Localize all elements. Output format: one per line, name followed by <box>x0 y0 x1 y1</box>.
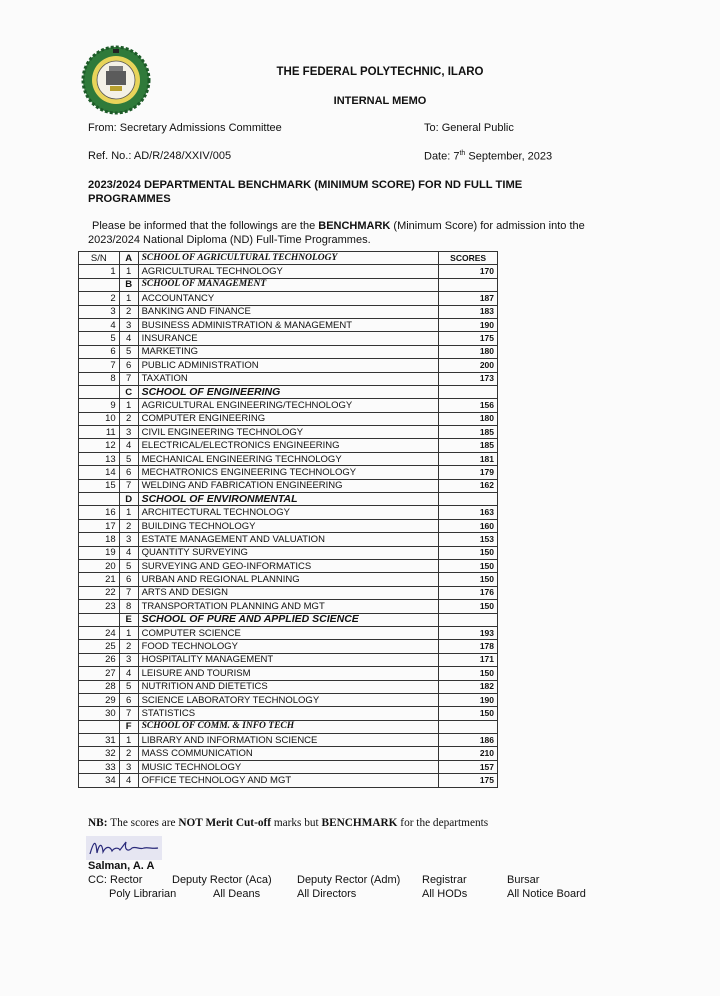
serial-number: 6 <box>79 345 120 358</box>
program-index: 5 <box>119 452 138 465</box>
program-name: NUTRITION AND DIETETICS <box>138 680 439 693</box>
benchmark-score: 181 <box>439 452 498 465</box>
benchmark-score: 156 <box>439 399 498 412</box>
table-row <box>79 626 498 639</box>
program-index: 1 <box>119 626 138 639</box>
cc-all-hods: All HODs <box>422 888 468 900</box>
benchmark-score: 157 <box>439 760 498 773</box>
serial-number: 27 <box>79 667 120 680</box>
program-name: QUANTITY SURVEYING <box>138 546 439 559</box>
table-row <box>79 667 498 680</box>
table-row <box>79 573 498 586</box>
program-index: 2 <box>119 640 138 653</box>
benchmark-table <box>78 251 498 788</box>
benchmark-score: 150 <box>439 707 498 720</box>
cc-poly-librarian: Poly Librarian <box>109 888 177 900</box>
school-letter: A <box>119 252 138 265</box>
benchmark-score: 182 <box>439 680 498 693</box>
program-index: 1 <box>119 506 138 519</box>
benchmark-score: 160 <box>439 519 498 532</box>
benchmark-score: 171 <box>439 653 498 666</box>
program-index: 7 <box>119 372 138 385</box>
serial-number: 4 <box>79 318 120 331</box>
program-index: 4 <box>119 667 138 680</box>
school-name: SCHOOL OF ENVIRONMENTAL <box>138 493 439 506</box>
serial-number: 18 <box>79 533 120 546</box>
benchmark-score: 153 <box>439 533 498 546</box>
program-name: AGRICULTURAL ENGINEERING/TECHNOLOGY <box>138 399 439 412</box>
program-index: 2 <box>119 519 138 532</box>
table-row <box>79 372 498 385</box>
table-row <box>79 653 498 666</box>
serial-number: 25 <box>79 640 120 653</box>
benchmark-score: 150 <box>439 667 498 680</box>
program-index: 5 <box>119 559 138 572</box>
program-index: 6 <box>119 573 138 586</box>
benchmark-score: 175 <box>439 774 498 787</box>
program-index: 3 <box>119 653 138 666</box>
serial-number: 24 <box>79 626 120 639</box>
serial-number: 11 <box>79 426 120 439</box>
benchmark-score: 150 <box>439 600 498 613</box>
benchmark-score: 185 <box>439 426 498 439</box>
memo-title: 2023/2024 DEPARTMENTAL BENCHMARK (MINIMUM SCORE) FOR ND FULL TIME PROGRAMMES <box>88 179 523 205</box>
serial-number: 15 <box>79 479 120 492</box>
table-row <box>79 707 498 720</box>
benchmark-score: 190 <box>439 693 498 706</box>
score-cell <box>439 385 498 398</box>
serial-number: 32 <box>79 747 120 760</box>
program-index: 3 <box>119 533 138 546</box>
program-index: 5 <box>119 680 138 693</box>
signer-name: Salman, A. A <box>88 860 155 872</box>
program-name: BUSINESS ADMINISTRATION & MANAGEMENT <box>138 318 439 331</box>
cc-deputy-rector-adm: Deputy Rector (Adm) <box>297 874 401 886</box>
serial-number: 26 <box>79 653 120 666</box>
benchmark-score: 173 <box>439 372 498 385</box>
serial-number: 14 <box>79 466 120 479</box>
table-row <box>79 734 498 747</box>
benchmark-score: 150 <box>439 573 498 586</box>
school-name: SCHOOL OF AGRICULTURAL TECHNOLOGY <box>138 252 439 265</box>
benchmark-score: 190 <box>439 318 498 331</box>
program-index: 3 <box>119 760 138 773</box>
serial-number: 30 <box>79 707 120 720</box>
benchmark-score: 170 <box>439 265 498 278</box>
table-row <box>79 318 498 331</box>
program-name: LEISURE AND TOURISM <box>138 667 439 680</box>
program-name: SURVEYING AND GEO-INFORMATICS <box>138 559 439 572</box>
benchmark-score: 180 <box>439 412 498 425</box>
serial-number: 3 <box>79 305 120 318</box>
serial-number: 17 <box>79 519 120 532</box>
serial-number: 16 <box>79 506 120 519</box>
signature <box>86 836 162 860</box>
program-name: ARCHITECTURAL TECHNOLOGY <box>138 506 439 519</box>
program-index: 7 <box>119 707 138 720</box>
table-row <box>79 332 498 345</box>
serial-number: 1 <box>79 265 120 278</box>
school-name: SCHOOL OF MANAGEMENT <box>138 278 439 291</box>
serial-number: 22 <box>79 586 120 599</box>
program-index: 1 <box>119 292 138 305</box>
benchmark-score: 179 <box>439 466 498 479</box>
table-row <box>79 466 498 479</box>
program-index: 6 <box>119 693 138 706</box>
benchmark-score: 178 <box>439 640 498 653</box>
benchmark-score: 175 <box>439 332 498 345</box>
benchmark-score: 186 <box>439 734 498 747</box>
benchmark-score: 200 <box>439 359 498 372</box>
benchmark-score: 150 <box>439 546 498 559</box>
cc-all-directors: All Directors <box>297 888 357 900</box>
table-row <box>79 760 498 773</box>
program-name: MECHANICAL ENGINEERING TECHNOLOGY <box>138 452 439 465</box>
program-name: AGRICULTURAL TECHNOLOGY <box>138 265 439 278</box>
program-index: 3 <box>119 318 138 331</box>
score-cell <box>439 613 498 626</box>
serial-number: 31 <box>79 734 120 747</box>
program-index: 6 <box>119 359 138 372</box>
program-index: 4 <box>119 774 138 787</box>
serial-number: 7 <box>79 359 120 372</box>
table-row <box>79 506 498 519</box>
table-row <box>79 600 498 613</box>
sn-cell <box>79 385 120 398</box>
table-row <box>79 426 498 439</box>
benchmark-score: 162 <box>439 479 498 492</box>
intro-paragraph: Please be informed that the followings are the BENCHMARK (Minimum Score) for admission into the 2023/2024 National Diploma (ND) Full-Time Programmes. <box>88 220 585 246</box>
program-name: WELDING AND FABRICATION ENGINEERING <box>138 479 439 492</box>
benchmark-score: 183 <box>439 305 498 318</box>
program-index: 2 <box>119 305 138 318</box>
program-index: 4 <box>119 439 138 452</box>
serial-number: 19 <box>79 546 120 559</box>
school-row <box>79 613 498 626</box>
table-row <box>79 439 498 452</box>
benchmark-score: 180 <box>439 345 498 358</box>
program-index: 6 <box>119 466 138 479</box>
cc-bursar: Bursar <box>507 874 540 886</box>
program-index: 8 <box>119 600 138 613</box>
serial-number: 12 <box>79 439 120 452</box>
table-row <box>79 479 498 492</box>
table-row <box>79 265 498 278</box>
serial-number: 28 <box>79 680 120 693</box>
memo-type: INTERNAL MEMO <box>333 95 427 107</box>
table-row <box>79 546 498 559</box>
program-name: MARKETING <box>138 345 439 358</box>
program-name: STATISTICS <box>138 707 439 720</box>
school-row <box>79 493 498 506</box>
serial-number: 5 <box>79 332 120 345</box>
program-name: BANKING AND FINANCE <box>138 305 439 318</box>
institution-name: THE FEDERAL POLYTECHNIC, ILARO <box>276 66 484 78</box>
program-name: CIVIL ENGINEERING TECHNOLOGY <box>138 426 439 439</box>
table-row <box>79 292 498 305</box>
table-row <box>79 559 498 572</box>
table-row <box>79 640 498 653</box>
program-index: 5 <box>119 345 138 358</box>
score-cell <box>439 493 498 506</box>
table-row <box>79 452 498 465</box>
memo-ref: Ref. No.: AD/R/248/XXIV/005 <box>88 150 232 162</box>
school-name: SCHOOL OF COMM. & INFO TECH <box>138 720 439 733</box>
serial-number: 29 <box>79 693 120 706</box>
serial-number: 21 <box>79 573 120 586</box>
score-cell <box>439 720 498 733</box>
serial-number: 34 <box>79 774 120 787</box>
serial-number: 10 <box>79 412 120 425</box>
school-letter: C <box>119 385 138 398</box>
school-row <box>79 385 498 398</box>
program-name: ESTATE MANAGEMENT AND VALUATION <box>138 533 439 546</box>
program-index: 1 <box>119 399 138 412</box>
program-name: TRANSPORTATION PLANNING AND MGT <box>138 600 439 613</box>
memo-from: From: Secretary Admissions Committee <box>88 122 282 134</box>
program-index: 2 <box>119 747 138 760</box>
benchmark-score: 176 <box>439 586 498 599</box>
program-name: FOOD TECHNOLOGY <box>138 640 439 653</box>
memo-date: Date: 7th September, 2023 <box>424 150 553 163</box>
table-row <box>79 747 498 760</box>
program-name: ARTS AND DESIGN <box>138 586 439 599</box>
program-name: MECHATRONICS ENGINEERING TECHNOLOGY <box>138 466 439 479</box>
program-name: COMPUTER ENGINEERING <box>138 412 439 425</box>
sn-header: S/N <box>79 252 120 265</box>
program-name: URBAN AND REGIONAL PLANNING <box>138 573 439 586</box>
serial-number: 20 <box>79 559 120 572</box>
program-name: MUSIC TECHNOLOGY <box>138 760 439 773</box>
cc-registrar: Registrar <box>422 874 467 886</box>
program-name: ELECTRICAL/ELECTRONICS ENGINEERING <box>138 439 439 452</box>
program-name: LIBRARY AND INFORMATION SCIENCE <box>138 734 439 747</box>
serial-number: 13 <box>79 452 120 465</box>
cc-all-deans: All Deans <box>213 888 261 900</box>
serial-number: 8 <box>79 372 120 385</box>
table-row <box>79 533 498 546</box>
score-cell <box>439 278 498 291</box>
school-row <box>79 720 498 733</box>
program-name: TAXATION <box>138 372 439 385</box>
table-row <box>79 693 498 706</box>
benchmark-score: 193 <box>439 626 498 639</box>
footnote: NB: The scores are NOT Merit Cut-off marks but BENCHMARK for the departments <box>88 817 489 829</box>
benchmark-score: 210 <box>439 747 498 760</box>
program-index: 4 <box>119 546 138 559</box>
program-index: 7 <box>119 586 138 599</box>
serial-number: 2 <box>79 292 120 305</box>
table-row <box>79 680 498 693</box>
sn-cell <box>79 493 120 506</box>
sn-cell <box>79 720 120 733</box>
school-letter: E <box>119 613 138 626</box>
program-name: PUBLIC ADMINISTRATION <box>138 359 439 372</box>
program-index: 3 <box>119 426 138 439</box>
table-row <box>79 345 498 358</box>
program-index: 2 <box>119 412 138 425</box>
program-name: COMPUTER SCIENCE <box>138 626 439 639</box>
serial-number: 23 <box>79 600 120 613</box>
cc-rector: CC: Rector <box>88 874 143 886</box>
program-index: 1 <box>119 265 138 278</box>
serial-number: 33 <box>79 760 120 773</box>
school-letter: D <box>119 493 138 506</box>
school-name: SCHOOL OF ENGINEERING <box>138 385 439 398</box>
sn-cell <box>79 613 120 626</box>
program-index: 7 <box>119 479 138 492</box>
cc-all-notice-board: All Notice Board <box>507 888 586 900</box>
benchmark-score: 163 <box>439 506 498 519</box>
table-header-row <box>79 252 498 265</box>
program-name: ACCOUNTANCY <box>138 292 439 305</box>
table-row <box>79 359 498 372</box>
benchmark-score: 150 <box>439 559 498 572</box>
table-row <box>79 399 498 412</box>
program-index: 4 <box>119 332 138 345</box>
benchmark-score: 187 <box>439 292 498 305</box>
program-name: INSURANCE <box>138 332 439 345</box>
table-row <box>79 305 498 318</box>
cc-deputy-rector-aca: Deputy Rector (Aca) <box>172 874 272 886</box>
program-name: MASS COMMUNICATION <box>138 747 439 760</box>
benchmark-score: 185 <box>439 439 498 452</box>
program-index: 1 <box>119 734 138 747</box>
program-name: OFFICE TECHNOLOGY AND MGT <box>138 774 439 787</box>
serial-number: 9 <box>79 399 120 412</box>
program-name: SCIENCE LABORATORY TECHNOLOGY <box>138 693 439 706</box>
school-row <box>79 278 498 291</box>
school-name: SCHOOL OF PURE AND APPLIED SCIENCE <box>138 613 439 626</box>
program-name: HOSPITALITY MANAGEMENT <box>138 653 439 666</box>
school-letter: F <box>119 720 138 733</box>
program-name: BUILDING TECHNOLOGY <box>138 519 439 532</box>
table-row <box>79 412 498 425</box>
benchmark-table-body <box>79 265 498 787</box>
table-row <box>79 774 498 787</box>
scores-header: SCORES <box>439 252 498 265</box>
table-row <box>79 519 498 532</box>
table-row <box>79 586 498 599</box>
sn-cell <box>79 278 120 291</box>
memo-to: To: General Public <box>424 122 514 134</box>
school-letter: B <box>119 278 138 291</box>
